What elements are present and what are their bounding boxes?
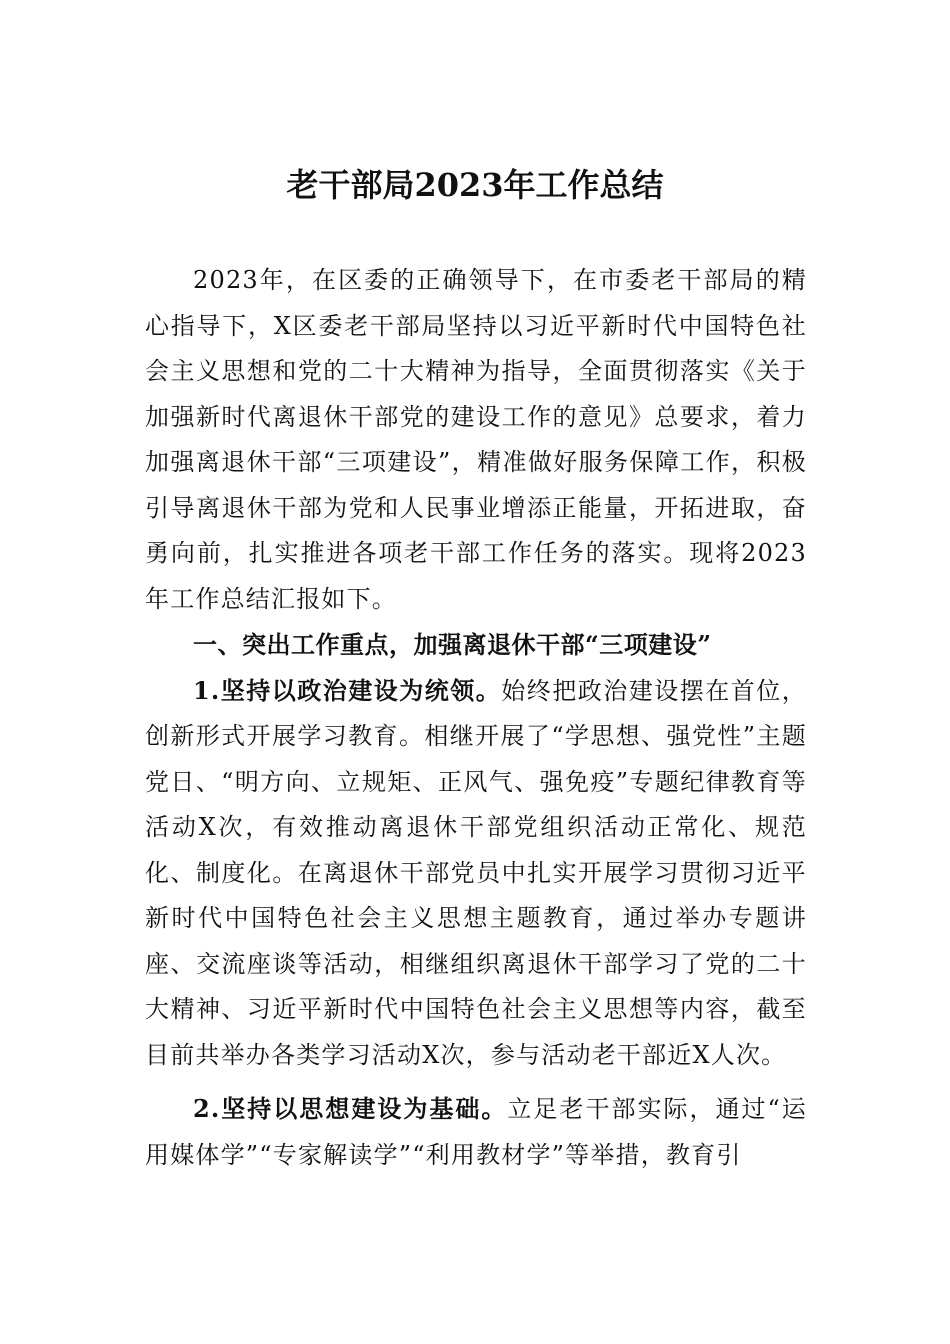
item-2-paragraph — [145, 1086, 807, 1178]
item-1-text: 始终把政治建设摆在首位，创新形式开展学习教育。相继开展了“学思想、强党性”主题党日、“明方向、立规矩、正风气、强免疫”专题纪律教育等活动X次，有效推动离退休干部党组织活动正常化、规范化、制度化。在离退休干部党员中扎实开展学习贯彻习近平新时代中国特色社会主义思想主题教育，通过举办专题讲座、交流座谈等活动，相继组织离退休干部学习了党的二十大精神、习近平新时代中国特色社会主义思想等内容，截至目前共举办各类学习活动X次，参与活动老干部近X人次。 — [145, 676, 807, 1069]
section-1-heading: 一、突出工作重点，加强离退休干部“三项建设” — [193, 630, 712, 659]
document-body — [145, 258, 807, 1178]
item-1-paragraph — [145, 668, 807, 1079]
document-title: 老干部局2023年工作总结 — [286, 166, 664, 204]
item-2-lead: 2.坚持以思想建设为基础。 — [193, 1094, 508, 1123]
item-1-lead: 1.坚持以政治建设为统领。 — [193, 675, 502, 705]
item-2-text: 立足老干部实际，通过“运用媒体学”“专家解读学”“利用教材学”等举措，教育引 — [145, 1095, 808, 1169]
intro-paragraph: 2023年，在区委的正确领导下，在市委老干部局的精心指导下，X区委老干部局坚持以习近平新时代中国特色社会主义思想和党的二十大精神为指导，全面贯彻落实《关于加强新时代离退休干部党的建设工作的意见》总要求，着力加强离退休干部“三项建设”，精准做好服务保障工作，积极引导离退休干部为党和人民事业增添正能量，开拓进取，奋勇向前，扎实推进各项老干部工作任务的落实。现将2023年工作总结汇报如下。 — [145, 266, 807, 613]
